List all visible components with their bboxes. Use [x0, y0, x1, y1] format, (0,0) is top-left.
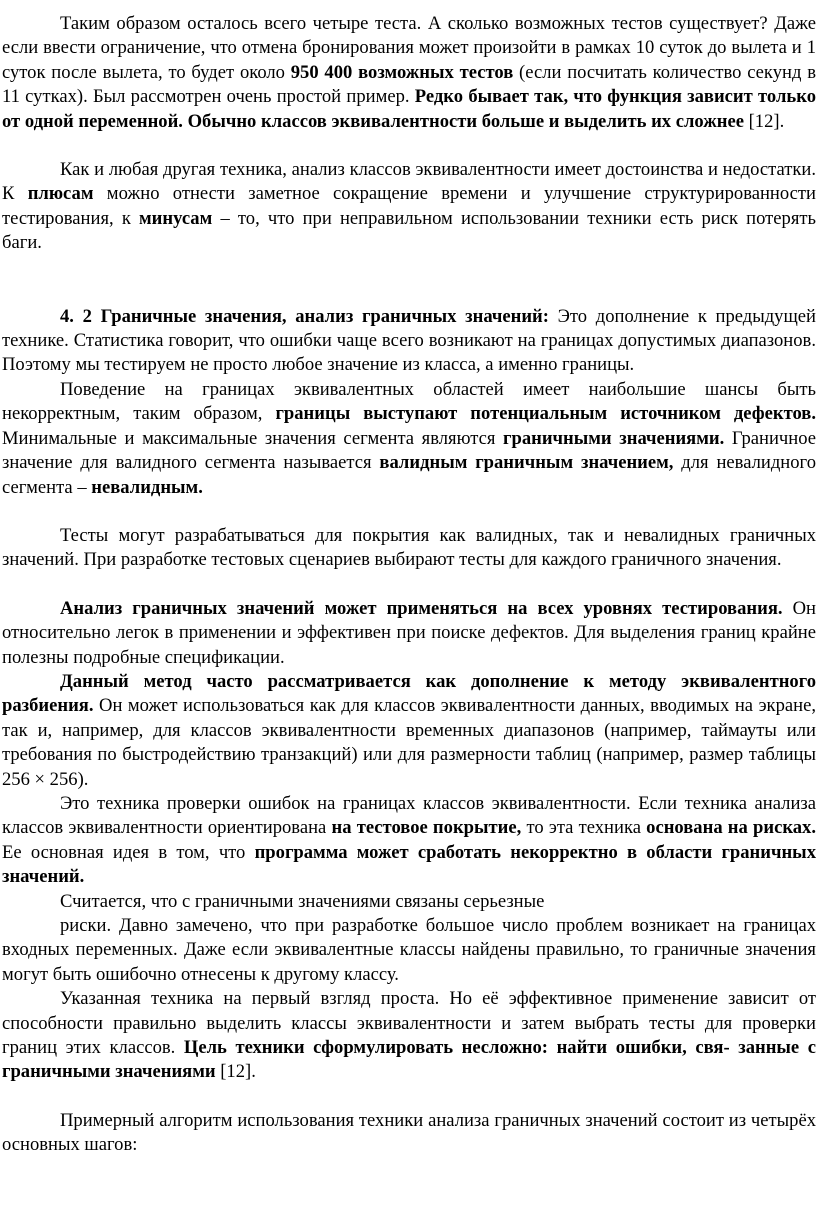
text: Он может использоваться как для классов эквивалентности данных, вводимых на экране, так и, например, для классов эквивалентности временных диапазонов (например, таймауты или требования по быстродействию транзакций) или для размерности таблиц (например, размер таблицы 256 × 256).	[2, 695, 816, 790]
text: Он относительно легок в применении и эффективен при поиске дефектов. Для выделения границ крайне полезны подробные спецификации.	[2, 597, 816, 668]
text: Минимальные и максимальные значения сегмента являются	[2, 427, 504, 449]
bold-text: плюсам	[27, 183, 94, 205]
text: для невалидного сегмента –	[2, 452, 816, 498]
text: Указанная техника на первый взгляд проста. Но её эффективное применение зависит от способности правильно выделить классы эквивалентности и затем выбрать тесты для проверки границ этих классов.	[2, 988, 816, 1059]
paragraph-levels	[2, 597, 816, 670]
text: Таким образом осталось всего четыре теста. А сколько возможных тестов существует? Даже если ввести ограничение, что отмена бронирования может произойти в рамках 10 суток до вылета и 1 суток после вылета, то будет около	[2, 13, 816, 83]
text: (если посчитать количество секунд в 11 сутках). Был рассмотрен очень простой пример.	[2, 61, 816, 108]
bold-text: валидным граничным значением,	[379, 452, 674, 474]
bold-text: 4. 2 Граничные значения, анализ граничных значений:	[60, 305, 549, 327]
text: Ее основная идея в том, что	[2, 841, 255, 863]
paragraph-test-count	[2, 12, 816, 134]
paragraph-pros-cons	[2, 158, 816, 256]
text: то эта техника	[521, 817, 647, 839]
bold-text: граничными значениями.	[503, 427, 725, 449]
text: Это дополнение к предыдущей технике. Статистика говорит, что ошибки чаще всего возникают на границах допустимых диапазонов. Поэтому мы тестируем не просто любое значение из класса, а именно границы.	[2, 305, 816, 376]
text: Поведение на границах эквивалентных областей имеет наибольшие шансы быть некорректным, таким образом,	[2, 378, 816, 425]
text: Считается, что с граничными значениями связаны серьезные	[60, 890, 545, 912]
bold-text: основана на рисках.	[646, 817, 816, 839]
paragraph-equivalence-addition	[2, 670, 816, 792]
bold-text: на тестовое покрытие,	[331, 817, 522, 839]
text: [12].	[743, 110, 785, 132]
paragraph-boundary-behavior	[2, 378, 816, 500]
bold-text: Редко бывает так, что функция зависит только от одной переменной. Обычно классов эквивалентности больше и выделить их сложнее	[2, 86, 816, 132]
paragraph-risk-based	[2, 792, 816, 890]
bold-text: границы выступают потенциальным источником дефектов.	[275, 403, 816, 425]
bold-text: Цель техники сформулировать несложно: найти ошибки, свя- занные с граничными значениями	[2, 1037, 816, 1083]
text: Как и любая другая техника, анализ классов эквивалентности имеет достоинства и недостатки. К	[2, 159, 816, 205]
bold-text: Данный метод часто рассматривается как дополнение к методу эквивалентного разбиения.	[2, 670, 816, 717]
paragraph-test-design	[2, 524, 816, 573]
bold-text: 950 400 возможных тестов	[290, 61, 514, 83]
text: Граничное значение для валидного сегмента называется	[2, 427, 816, 474]
text: Тесты могут разрабатываться для покрытия как валидных, так и невалидных граничных значений. При разработке тестовых сценариев выбирают тесты для каждого граничного значения.	[2, 524, 816, 571]
text: – то, что при неправильном использовании техники есть риск потерять баги.	[2, 207, 816, 254]
paragraph-algorithm-intro	[2, 1109, 816, 1158]
bold-text: минусам	[139, 207, 213, 229]
text: Это техника проверки ошибок на границах классов эквивалентности. Если техника анализа классов эквивалентности ориентирована	[2, 792, 816, 839]
bold-text: невалидным.	[91, 476, 203, 498]
section-heading-boundary-values	[2, 305, 816, 378]
bold-text: Анализ граничных значений может применяться на всех уровнях тестирования.	[60, 597, 783, 619]
paragraph-risks-continued	[2, 914, 816, 987]
bold-text: программа может сработать некорректно в области граничных значений.	[2, 841, 816, 888]
text: риски. Давно замечено, что при разработке большое число проблем возникает на границах входных переменных. Даже если эквивалентные классы найдены правильно, то граничные значения могут быть ошибочно отнесены к другому классу.	[2, 915, 816, 985]
text: [12].	[215, 1061, 256, 1083]
paragraph-technique-goal	[2, 987, 816, 1085]
document-page	[0, 12, 816, 1158]
text: Примерный алгоритм использования техники анализа граничных значений состоит из четырёх основных шагов:	[2, 1109, 816, 1156]
text: можно отнести заметное сокращение времени и улучшение структурированности тестирования, к	[2, 183, 816, 229]
paragraph-serious-risks	[2, 890, 816, 914]
